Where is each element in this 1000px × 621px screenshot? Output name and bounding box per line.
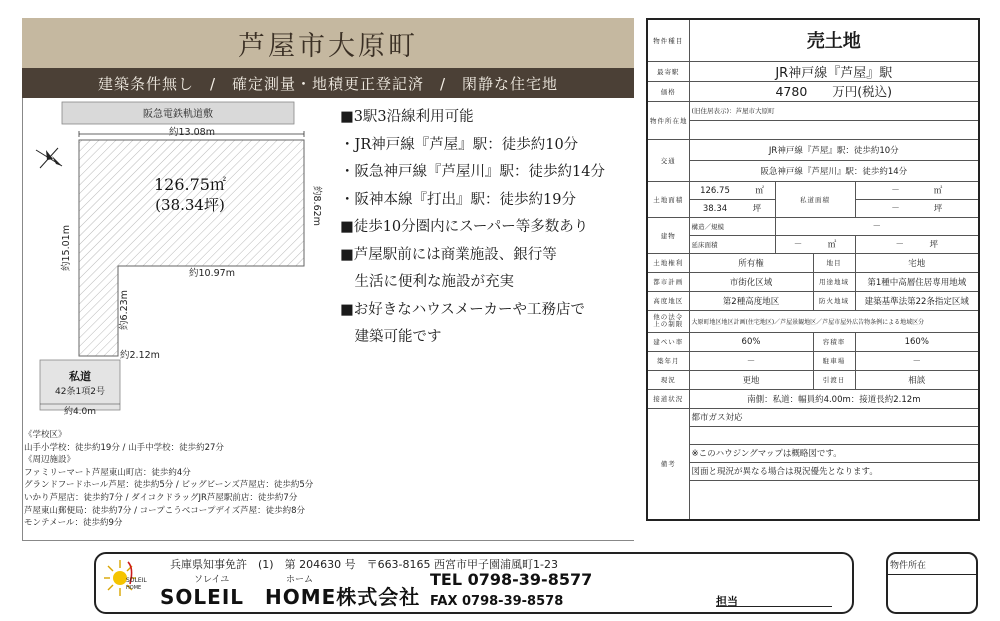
label-parking: 駐車場 bbox=[813, 351, 855, 370]
land-plot bbox=[79, 140, 304, 356]
property-location-label: 物件所在 bbox=[890, 561, 927, 571]
license-line: 兵庫県知事免許 (1) 第 204630 号 〒663-8165 西宮市甲子園浦風町1-23 bbox=[170, 558, 558, 571]
area-sqm: 126.75㎡ bbox=[154, 175, 226, 194]
value-private-tsubo: － 坪 bbox=[855, 199, 979, 217]
value-height: 第2種高度地区 bbox=[689, 291, 813, 310]
feature-item: ・JR神戸線『芦屋』駅：徒歩約10分 bbox=[340, 136, 579, 153]
value-structure: － bbox=[775, 217, 979, 235]
label-remarks: 備考 bbox=[647, 408, 689, 520]
label-built: 築年月 bbox=[647, 351, 689, 370]
staff-label: 担当 bbox=[716, 595, 738, 608]
label-building: 建物 bbox=[647, 217, 689, 253]
value-location: (旧住居表示)：芦屋市大原町 bbox=[689, 101, 979, 120]
logo-text-home: HOME bbox=[126, 585, 142, 591]
label-rights: 土地権利 bbox=[647, 253, 689, 272]
label-height: 高度地区 bbox=[647, 291, 689, 310]
dim-step: 約10.97m bbox=[189, 268, 235, 279]
feature-item: ■芦屋駅前には商業施設、銀行等 bbox=[340, 246, 557, 263]
value-remark-3: 図面と現況が異なる場合は現況優先となります。 bbox=[689, 462, 979, 480]
label-delivery: 引渡日 bbox=[813, 370, 855, 389]
label-price: 価格 bbox=[647, 81, 689, 101]
label-type: 物件種目 bbox=[647, 19, 689, 61]
note-line: 芦屋東山郵便局：徒歩約7分 / コープこうべコープデイズ芦屋：徒歩約8分 bbox=[24, 505, 306, 516]
ruby-home: ホーム bbox=[286, 575, 314, 585]
label-category: 地目 bbox=[813, 253, 855, 272]
fax-number: FAX 0798-39-8578 bbox=[430, 594, 564, 609]
dim-top: 約13.08m bbox=[169, 127, 215, 138]
property-spec-table bbox=[646, 18, 980, 521]
value-fire: 建築基準法第22条指定区域 bbox=[855, 291, 979, 310]
label-location: 物件所在地 bbox=[647, 101, 689, 139]
label-private-road: 私道面積 bbox=[775, 181, 855, 217]
value-parking: － bbox=[855, 351, 979, 370]
value-rights: 所有権 bbox=[689, 253, 813, 272]
value-status: 更地 bbox=[689, 370, 813, 389]
dim-inner: 約6.23m bbox=[119, 290, 130, 330]
label-zoning: 用途地域 bbox=[813, 272, 855, 291]
note-line: 《学校区》 bbox=[24, 430, 67, 440]
sun-logo-icon bbox=[104, 558, 158, 608]
value-private-sqm: － ㎡ bbox=[855, 181, 979, 199]
value-other: 大原町地区地区計画(住宅地区)／芦屋景観地区／芦屋市屋外広告物条例による地域区分 bbox=[689, 310, 979, 332]
label-coverage: 建ぺい率 bbox=[647, 332, 689, 351]
logo-text-soleil: SOLEIL bbox=[126, 577, 147, 584]
nearby-notes bbox=[24, 429, 313, 530]
phone-number: TEL 0798-39-8577 bbox=[430, 570, 593, 589]
private-road bbox=[40, 360, 120, 410]
value-built: － bbox=[689, 351, 813, 370]
label-structure: 構造／規模 bbox=[689, 217, 775, 235]
road-width: 約4.0m bbox=[63, 407, 97, 417]
feature-item: ・阪神本線『打出』駅：徒歩約19分 bbox=[340, 191, 576, 208]
label-other: 他の法令上の制限 bbox=[647, 310, 689, 332]
railway-label: 阪急電鉄軌道敷 bbox=[143, 109, 213, 120]
note-line: いかり芦屋店：徒歩約7分 / ダイコクドラッグJR芦屋駅前店：徒歩約7分 bbox=[24, 492, 298, 503]
feature-item: ■お好きなハウスメーカーや工務店で bbox=[340, 301, 585, 318]
staff-underline bbox=[716, 606, 832, 607]
dim-right: 約8.62m bbox=[311, 186, 322, 226]
note-line: 山手小学校：徒歩約19分 / 山手中学校：徒歩約27分 bbox=[24, 442, 224, 453]
subtitle-banner bbox=[22, 68, 634, 98]
feature-item: 建築可能です bbox=[340, 329, 442, 345]
feature-item: ■3駅3沿線利用可能 bbox=[340, 109, 474, 125]
value-remark-1: 都市ガス対応 bbox=[689, 408, 979, 426]
value-coverage: 60% bbox=[689, 332, 813, 351]
value-traffic-2: 阪急神戸線『芦屋川』駅：徒歩約14分 bbox=[689, 160, 979, 181]
road-title: 私道 bbox=[69, 370, 91, 383]
value-city-plan: 市街化区域 bbox=[689, 272, 813, 291]
value-category: 宅地 bbox=[855, 253, 979, 272]
feature-list bbox=[340, 104, 640, 352]
label-status: 現況 bbox=[647, 370, 689, 389]
plot-diagram bbox=[22, 98, 342, 428]
value-land-sqm: 126.75 ㎡ bbox=[689, 181, 775, 199]
ruby-soleil: ソレイユ bbox=[194, 575, 230, 585]
title-banner bbox=[22, 18, 634, 68]
label-land: 土地面積 bbox=[647, 181, 689, 217]
feature-item: 生活に便利な施設が充実 bbox=[340, 274, 514, 290]
label-access: 接道状況 bbox=[647, 389, 689, 408]
label-floor: 延床面積 bbox=[689, 235, 775, 253]
dim-left: 約15.01m bbox=[61, 225, 72, 271]
label-fire: 防火地域 bbox=[813, 291, 855, 310]
value-floor-tsubo: － 坪 bbox=[855, 235, 979, 253]
value-station: JR神戸線『芦屋』駅 bbox=[689, 61, 979, 81]
note-line: 《周辺施設》 bbox=[24, 455, 76, 466]
label-traffic: 交通 bbox=[647, 139, 689, 181]
value-price: 4780 万円(税込) bbox=[689, 81, 979, 101]
note-line: グランドフードホール芦屋：徒歩約5分 / ビッグビーンズ芦屋店：徒歩約5分 bbox=[24, 480, 314, 491]
value-far: 160% bbox=[855, 332, 979, 351]
page-title: 芦屋市大原町 bbox=[238, 30, 418, 62]
feature-item: ・阪急神戸線『芦屋川』駅：徒歩約14分 bbox=[340, 164, 605, 180]
value-land-tsubo: 38.34 坪 bbox=[689, 199, 775, 217]
value-type: 売土地 bbox=[689, 19, 979, 61]
north-arrow-icon bbox=[36, 148, 62, 168]
note-line: ファミリーマート芦屋東山町店：徒歩約4分 bbox=[24, 467, 191, 478]
feature-item: ■徒歩10分圏内にスーパー等多数あり bbox=[340, 219, 589, 235]
value-remark-2: ※このハウジングマップは概略図です。 bbox=[689, 444, 979, 462]
note-line: モンテメール：徒歩約9分 bbox=[24, 518, 123, 529]
label-station: 最寄駅 bbox=[647, 61, 689, 81]
value-floor-sqm: － ㎡ bbox=[775, 235, 855, 253]
label-city-plan: 都市計画 bbox=[647, 272, 689, 291]
company-name: SOLEIL HOME株式会社 bbox=[160, 585, 421, 609]
road-sub: 42条1項2号 bbox=[55, 387, 105, 397]
value-access: 南側：私道：幅員約4.00m：接道長約2.12m bbox=[689, 389, 979, 408]
area-tsubo: (38.34坪) bbox=[155, 196, 225, 214]
property-location-divider bbox=[888, 574, 976, 575]
value-traffic-1: JR神戸線『芦屋』駅：徒歩約10分 bbox=[689, 139, 979, 160]
value-delivery: 相談 bbox=[855, 370, 979, 389]
value-zoning: 第1種中高層住居専用地域 bbox=[855, 272, 979, 291]
page-subtitle: 建築条件無し / 確定測量・地積更正登記済 / 閑静な住宅地 bbox=[97, 74, 559, 93]
dim-bottom: 約2.12m bbox=[120, 350, 160, 361]
label-far: 容積率 bbox=[813, 332, 855, 351]
